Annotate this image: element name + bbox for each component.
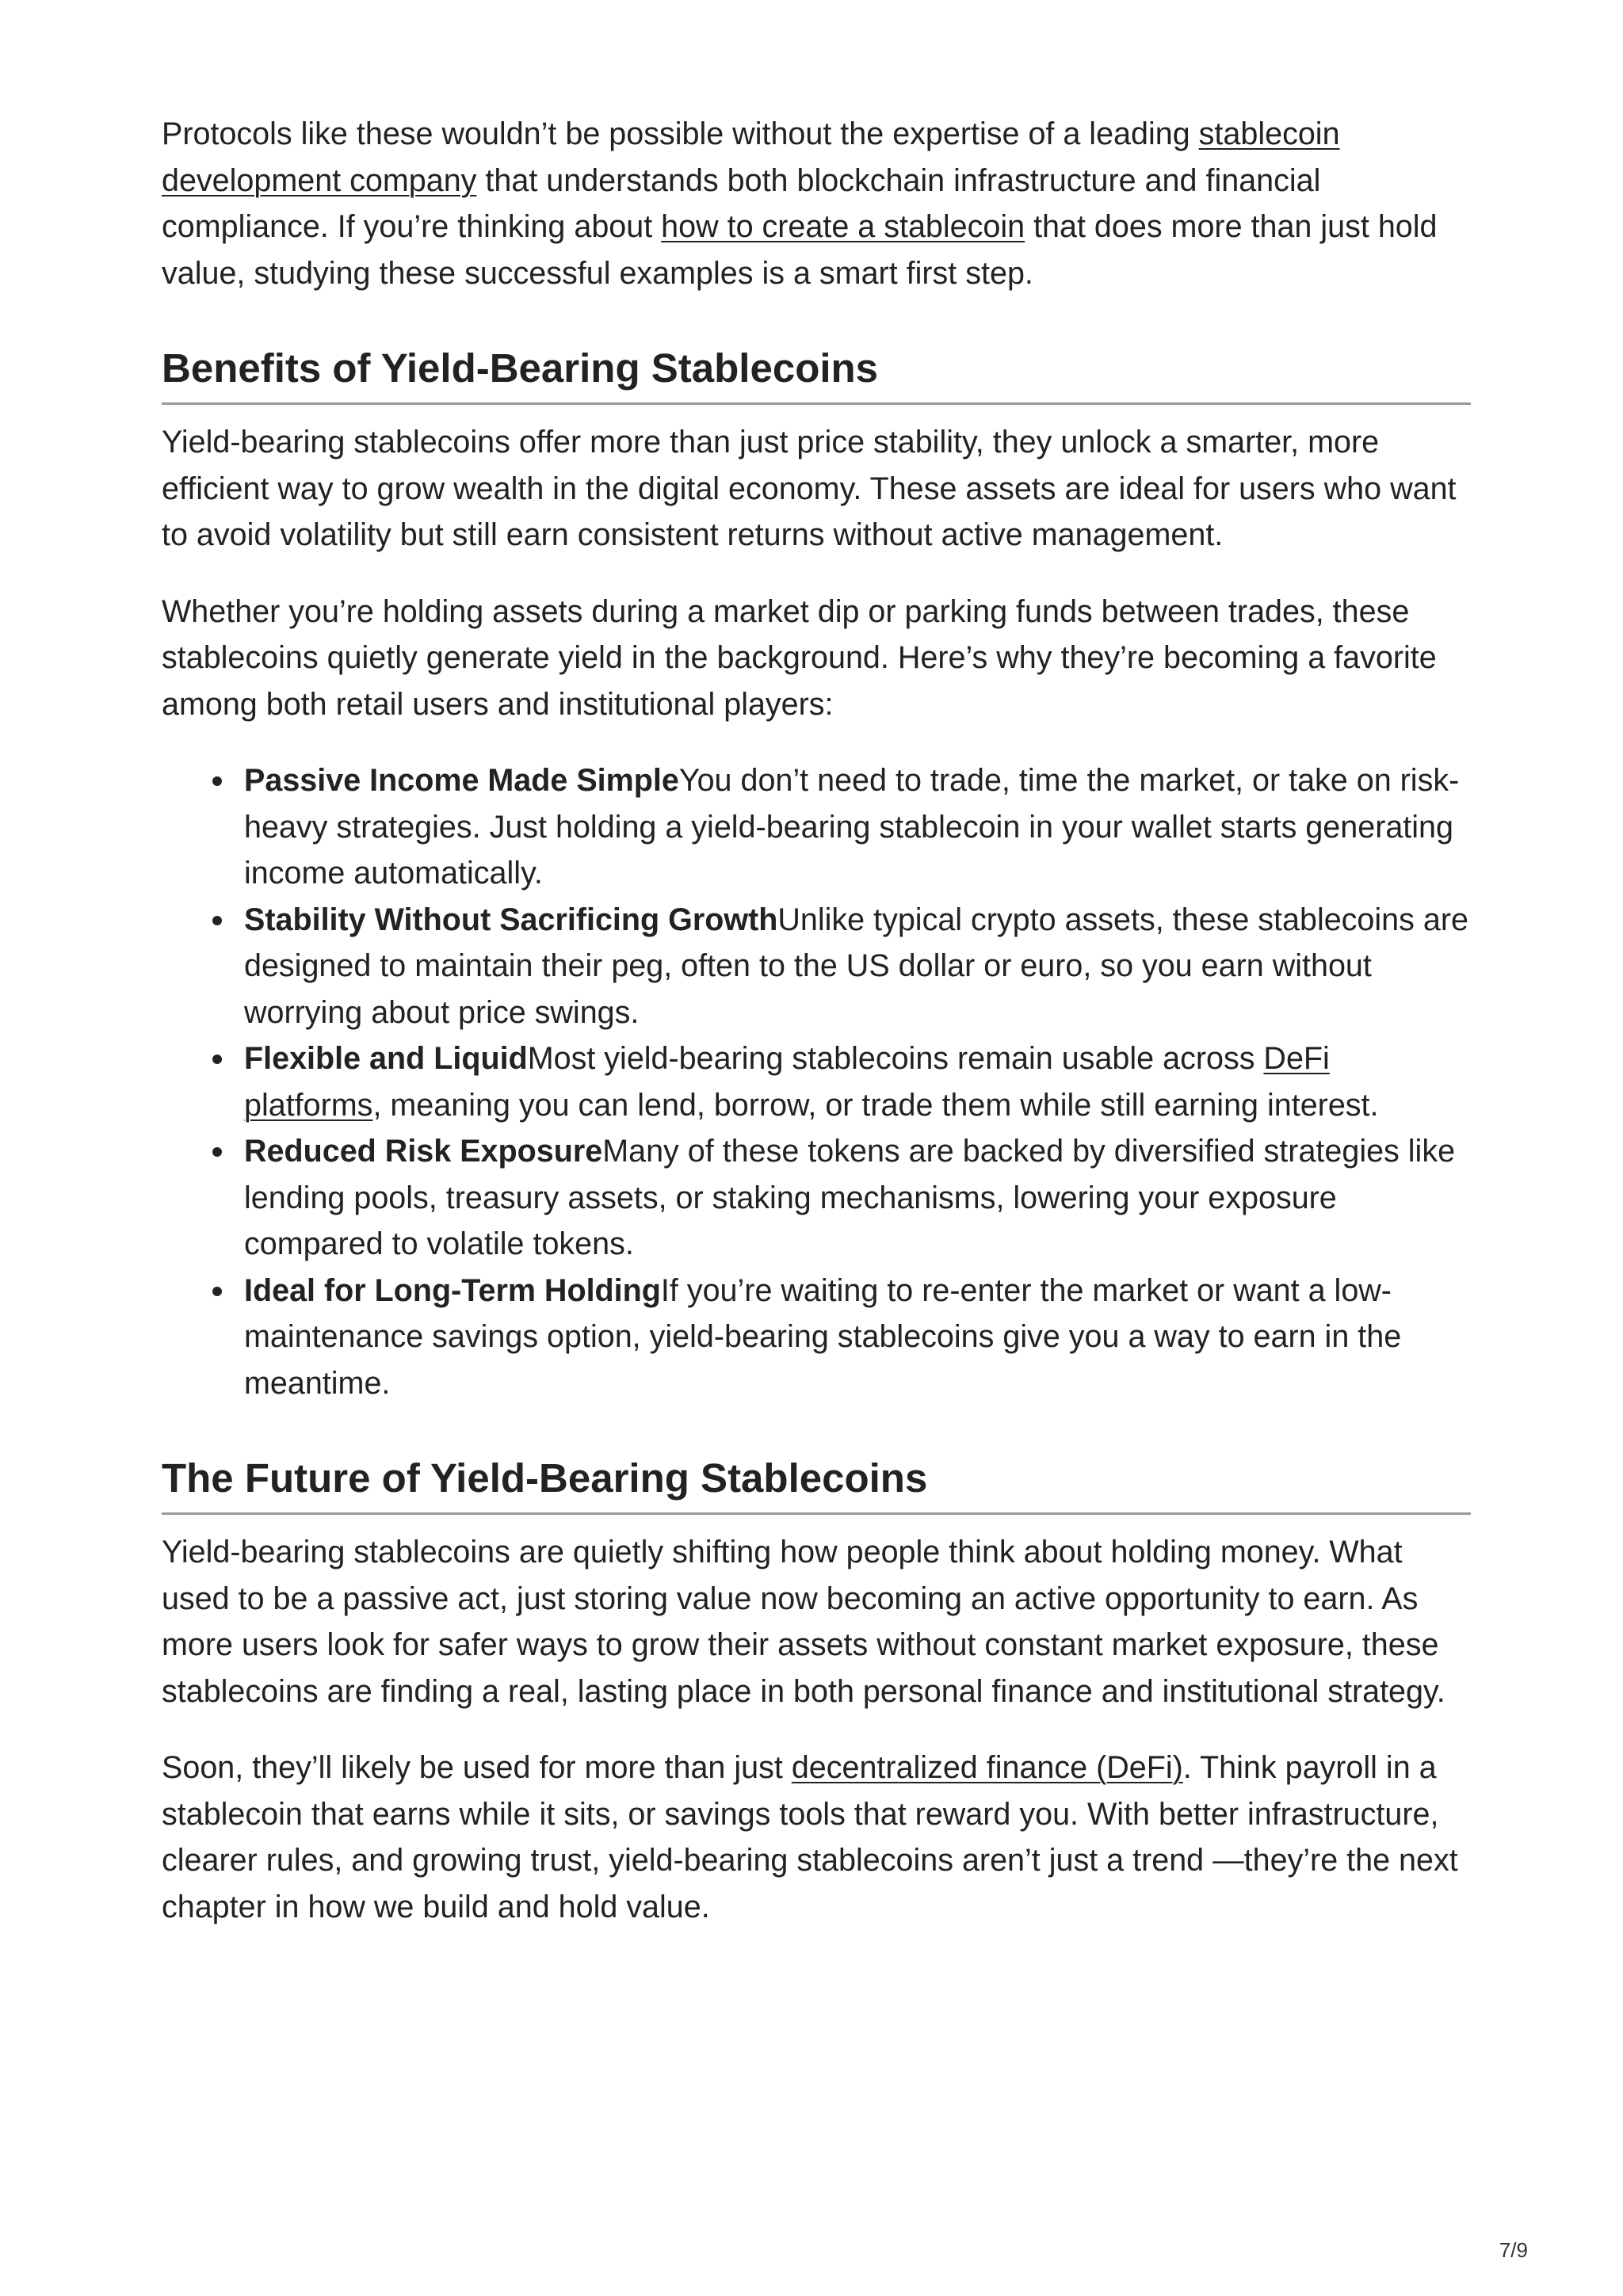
- list-item: [244, 1268, 1471, 1407]
- list-item-title: Passive Income Made Simple: [244, 763, 679, 798]
- list-item-text-after: , meaning you can lend, borrow, or trade them while still earning interest.: [372, 1087, 1379, 1123]
- list-item: [244, 1128, 1471, 1268]
- bullet-icon: [212, 1287, 222, 1296]
- list-item-title: Ideal for Long-Term Holding: [244, 1272, 661, 1308]
- list-item: [244, 757, 1471, 897]
- future-text-2: . Think payroll in a stablecoin that earns while it sits, or savings tools that reward you. With better infrastructure, clearer rules, and growing trust, yield-bearing stablecoins aren’t just a trend —they’re the next chapter in how we build and hold value.: [162, 1750, 1458, 1924]
- list-item-title: Stability Without Sacrificing Growth: [244, 902, 778, 937]
- document-page: [162, 111, 1471, 1930]
- bullet-icon: [212, 1055, 222, 1064]
- bullet-icon: [212, 916, 222, 925]
- bullet-icon: [212, 1147, 222, 1157]
- stablecoin-development-company-link[interactable]: stablecoin development company: [162, 116, 1340, 198]
- decentralized-finance-link[interactable]: decentralized finance (DeFi): [791, 1750, 1183, 1785]
- future-heading: The Future of Yield-Bearing Stablecoins: [162, 1452, 1471, 1515]
- intro-text-2: that understands both blockchain infrastructure and financial compliance. If you’re thinking about: [162, 162, 1321, 244]
- benefits-paragraph-2: Whether you’re holding assets during a market dip or parking funds between trades, these stablecoins quietly generate yield in the background. Here’s why they’re becoming a favorite among both retail users and institutional players:: [162, 593, 1437, 722]
- list-item-text: If you’re waiting to re-enter the market or want a low-maintenance savings option, yield-bearing stablecoins give you a way to earn in the meantime.: [244, 1272, 1402, 1401]
- list-item-title: Reduced Risk Exposure: [244, 1134, 603, 1169]
- list-item-text: Many of these tokens are backed by diversified strategies like lending pools, treasury assets, or staking mechanisms, lowering your exposure compared to volatile tokens.: [244, 1134, 1456, 1261]
- benefits-paragraph-1: Yield-bearing stablecoins offer more than just price stability, they unlock a smarter, more efficient way to grow wealth in the digital economy. These assets are ideal for users who want to avoid volatility but still earn consistent returns without active management.: [162, 425, 1457, 552]
- list-item-text: You don’t need to trade, time the market, or take on risk-heavy strategies. Just holding a yield-bearing stablecoin in your wallet starts generating income automatically.: [244, 763, 1460, 891]
- bullet-icon: [212, 776, 222, 786]
- how-to-create-stablecoin-link[interactable]: how to create a stablecoin: [661, 209, 1025, 244]
- list-item-text: Unlike typical crypto assets, these stablecoins are designed to maintain their peg, often to the US dollar or euro, so you earn without worrying about price swings.: [244, 902, 1468, 1030]
- benefits-list: [162, 757, 1471, 1406]
- intro-text-1: Protocols like these wouldn’t be possible without the expertise of a leading: [162, 116, 1199, 151]
- future-paragraph-2: [162, 1745, 1471, 1930]
- future-text-1: Soon, they’ll likely be used for more than just: [162, 1750, 792, 1785]
- defi-platforms-link[interactable]: DeFi platforms: [244, 1041, 1330, 1123]
- list-item: [244, 897, 1471, 1036]
- intro-text-3: that does more than just hold value, studying these successful examples is a smart first step.: [162, 209, 1438, 291]
- list-item-title: Flexible and Liquid: [244, 1041, 528, 1076]
- page-number: 7/9: [1499, 2238, 1528, 2262]
- list-item-text: Most yield-bearing stablecoins remain usable across: [527, 1041, 1264, 1076]
- intro-paragraph: [162, 111, 1471, 296]
- future-paragraph-1: Yield-bearing stablecoins are quietly shifting how people think about holding money. What used to be a passive act, just storing value now becoming an active opportunity to earn. As more users look for safer ways to grow their assets without constant market exposure, these stablecoins are finding a real, lasting place in both personal finance and institutional strategy.: [162, 1535, 1445, 1709]
- benefits-heading: Benefits of Yield-Bearing Stablecoins: [162, 342, 1471, 405]
- list-item: [244, 1035, 1471, 1128]
